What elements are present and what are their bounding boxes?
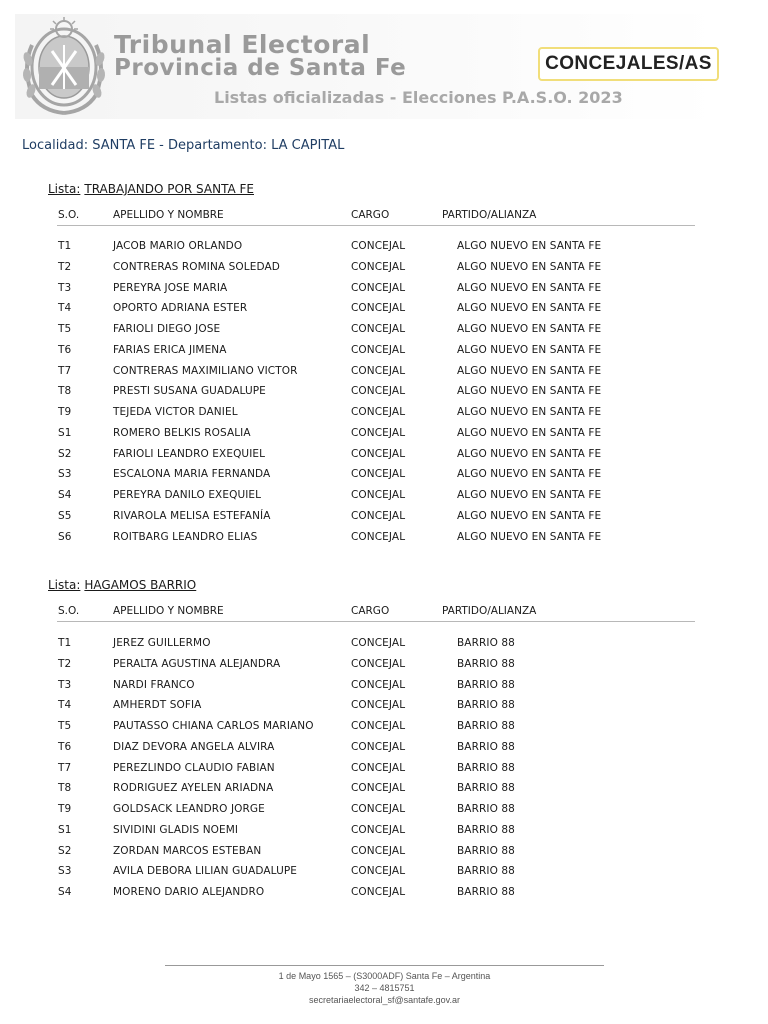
cell-name: FARIOLI DIEGO JOSE — [113, 323, 221, 335]
cell-so: T8 — [58, 385, 72, 398]
column-header-cargo: CARGO — [351, 209, 390, 221]
footer-address: 1 de Mayo 1565 – (S3000ADF) Santa Fe – Argentina — [278, 971, 491, 981]
cell-so: S4 — [58, 489, 72, 501]
cell-cargo: CONCEJAL — [351, 720, 406, 732]
cell-party: ALGO NUEVO EN SANTA FE — [457, 364, 602, 377]
table-row — [57, 779, 695, 800]
cell-party: ALGO NUEVO EN SANTA FE — [457, 302, 602, 315]
table-row — [57, 465, 695, 486]
cell-cargo: CONCEJAL — [351, 678, 406, 691]
cell-party: BARRIO 88 — [457, 637, 515, 649]
cell-name: NARDI FRANCO — [113, 678, 195, 691]
cell-party: BARRIO 88 — [457, 782, 515, 795]
table-row — [57, 299, 695, 320]
cell-cargo: CONCEJAL — [351, 740, 406, 753]
table-row — [57, 759, 695, 780]
provincial-seal-icon — [18, 15, 110, 117]
cell-cargo: CONCEJAL — [351, 302, 406, 315]
cell-party: BARRIO 88 — [457, 844, 515, 857]
cell-name: MORENO DARIO ALEJANDRO — [113, 886, 265, 898]
cell-cargo: CONCEJAL — [351, 761, 406, 774]
table-row — [57, 821, 695, 842]
table-row — [57, 676, 695, 697]
cell-name: PRESTI SUSANA GUADALUPE — [113, 385, 266, 398]
cell-so: T1 — [58, 637, 72, 649]
cell-so: T2 — [58, 657, 72, 670]
cell-cargo: CONCEJAL — [351, 803, 406, 815]
cell-cargo: CONCEJAL — [351, 260, 406, 273]
footer-divider — [165, 965, 604, 966]
cell-so: T1 — [58, 240, 72, 252]
cell-party: ALGO NUEVO EN SANTA FE — [457, 447, 602, 460]
cell-cargo: CONCEJAL — [351, 530, 406, 543]
cell-party: ALGO NUEVO EN SANTA FE — [457, 281, 602, 294]
table-row — [57, 258, 695, 279]
document-subtitle: Listas oficializadas - Elecciones P.A.S.O. 2023 — [214, 88, 623, 107]
cell-so: T5 — [58, 720, 72, 732]
cell-party: ALGO NUEVO EN SANTA FE — [457, 530, 602, 543]
cell-name: AMHERDT SOFIA — [113, 699, 202, 712]
cell-name: CONTRERAS ROMINA SOLEDAD — [113, 260, 280, 273]
cell-so: T6 — [58, 343, 72, 356]
cell-party: ALGO NUEVO EN SANTA FE — [457, 426, 602, 439]
cell-cargo: CONCEJAL — [351, 343, 406, 356]
cell-party: ALGO NUEVO EN SANTA FE — [457, 323, 602, 335]
cell-party: ALGO NUEVO EN SANTA FE — [457, 489, 602, 501]
table-row — [57, 800, 695, 821]
table-row — [57, 341, 695, 362]
cell-cargo: CONCEJAL — [351, 447, 406, 460]
column-header-party: PARTIDO/ALIANZA — [442, 605, 537, 617]
table-row — [57, 382, 695, 403]
cell-party: ALGO NUEVO EN SANTA FE — [457, 260, 602, 273]
cell-so: S4 — [58, 886, 72, 898]
table-row — [57, 237, 695, 258]
cell-cargo: CONCEJAL — [351, 699, 406, 712]
column-header-cargo: CARGO — [351, 605, 390, 617]
table-row — [57, 279, 695, 300]
cell-so: T3 — [58, 678, 72, 691]
table-row — [57, 842, 695, 863]
cell-party: ALGO NUEVO EN SANTA FE — [457, 343, 602, 356]
cell-cargo: CONCEJAL — [351, 657, 406, 670]
locality-heading: Localidad: SANTA FE - Departamento: LA CAPITAL — [22, 138, 345, 153]
cell-name: OPORTO ADRIANA ESTER — [113, 302, 248, 315]
table-row — [57, 445, 695, 466]
cell-cargo: CONCEJAL — [351, 782, 406, 795]
column-header-name: APELLIDO Y NOMBRE — [113, 209, 224, 221]
cell-name: PERALTA AGUSTINA ALEJANDRA — [113, 657, 281, 670]
footer-phone: 342 – 4815751 — [354, 983, 415, 993]
table-row — [57, 403, 695, 424]
cell-so: T6 — [58, 740, 72, 753]
list-label: Lista: — [48, 578, 81, 592]
cell-so: T4 — [58, 699, 72, 712]
cell-so: T8 — [58, 782, 72, 795]
table-header — [57, 605, 695, 622]
cell-party: BARRIO 88 — [457, 657, 515, 670]
cell-name: ZORDAN MARCOS ESTEBAN — [113, 844, 262, 857]
column-header-party: PARTIDO/ALIANZA — [442, 209, 537, 221]
cell-name: ROMERO BELKIS ROSALIA — [113, 426, 251, 439]
table-row — [57, 717, 695, 738]
cell-cargo: CONCEJAL — [351, 468, 406, 481]
table-row — [57, 634, 695, 655]
table-row — [57, 883, 695, 904]
column-header-name: APELLIDO Y NOMBRE — [113, 605, 224, 617]
column-header-so: S.O. — [58, 209, 80, 221]
table-header — [57, 209, 695, 226]
cell-party: BARRIO 88 — [457, 886, 515, 898]
cell-party: ALGO NUEVO EN SANTA FE — [457, 385, 602, 398]
cell-so: T2 — [58, 260, 72, 273]
cell-so: S3 — [58, 865, 72, 878]
cell-cargo: CONCEJAL — [351, 489, 406, 501]
cell-name: ROITBARG LEANDRO ELIAS — [113, 530, 258, 543]
institution-province: Provincia de Santa Fe — [114, 55, 407, 81]
cell-name: RIVAROLA MELISA ESTEFANÍA — [113, 509, 271, 522]
list-title — [48, 578, 196, 592]
table-row — [57, 320, 695, 341]
cell-name: JEREZ GUILLERMO — [113, 637, 211, 649]
table-row — [57, 362, 695, 383]
cell-name: TEJEDA VICTOR DANIEL — [113, 406, 238, 418]
cell-name: GOLDSACK LEANDRO JORGE — [113, 803, 265, 815]
cell-so: T9 — [58, 803, 72, 815]
cell-party: BARRIO 88 — [457, 823, 515, 836]
cell-so: S2 — [58, 447, 72, 460]
cell-cargo: CONCEJAL — [351, 865, 406, 878]
cell-party: BARRIO 88 — [457, 865, 515, 878]
candidate-table — [57, 634, 695, 904]
cell-so: T5 — [58, 323, 72, 335]
cell-party: BARRIO 88 — [457, 761, 515, 774]
table-row — [57, 862, 695, 883]
cell-party: BARRIO 88 — [457, 699, 515, 712]
cell-cargo: CONCEJAL — [351, 823, 406, 836]
table-row — [57, 424, 695, 445]
cell-cargo: CONCEJAL — [351, 637, 406, 649]
cell-party: ALGO NUEVO EN SANTA FE — [457, 468, 602, 481]
cell-so: T7 — [58, 364, 72, 377]
table-row — [57, 507, 695, 528]
list-label: Lista: — [48, 182, 81, 196]
cell-name: JACOB MARIO ORLANDO — [113, 240, 243, 252]
cell-so: S1 — [58, 823, 72, 836]
cell-name: PEREYRA JOSE MARIA — [113, 281, 228, 294]
cell-so: S5 — [58, 509, 72, 522]
cell-cargo: CONCEJAL — [351, 406, 406, 418]
cell-so: S3 — [58, 468, 72, 481]
footer-email: secretariaelectoral_sf@santafe.gov.ar — [308, 995, 461, 1005]
cell-party: BARRIO 88 — [457, 720, 515, 732]
cell-name: DIAZ DEVORA ANGELA ALVIRA — [113, 740, 275, 753]
cell-party: ALGO NUEVO EN SANTA FE — [457, 509, 602, 522]
cell-name: AVILA DEBORA LILIAN GUADALUPE — [113, 865, 298, 878]
list-title — [48, 182, 254, 196]
cell-cargo: CONCEJAL — [351, 886, 406, 898]
category-badge: CONCEJALES/AS — [538, 47, 719, 81]
cell-party: ALGO NUEVO EN SANTA FE — [457, 406, 602, 418]
cell-party: BARRIO 88 — [457, 678, 515, 691]
cell-name: RODRIGUEZ AYELEN ARIADNA — [113, 782, 274, 795]
cell-party: BARRIO 88 — [457, 740, 515, 753]
table-row — [57, 486, 695, 507]
cell-so: S6 — [58, 530, 72, 543]
cell-cargo: CONCEJAL — [351, 509, 406, 522]
cell-so: T4 — [58, 302, 72, 315]
column-header-so: S.O. — [58, 605, 80, 617]
cell-party: ALGO NUEVO EN SANTA FE — [457, 240, 602, 252]
cell-name: PAUTASSO CHIANA CARLOS MARIANO — [113, 720, 314, 732]
cell-cargo: CONCEJAL — [351, 426, 406, 439]
cell-name: ESCALONA MARIA FERNANDA — [113, 468, 271, 481]
table-row — [57, 528, 695, 549]
cell-so: S2 — [58, 844, 72, 857]
cell-cargo: CONCEJAL — [351, 323, 406, 335]
cell-so: T9 — [58, 406, 72, 418]
cell-cargo: CONCEJAL — [351, 240, 406, 252]
cell-name: SIVIDINI GLADIS NOEMI — [113, 823, 239, 836]
institution-name: Tribunal Electoral — [114, 30, 371, 59]
table-row — [57, 655, 695, 676]
cell-name: PEREZLINDO CLAUDIO FABIAN — [113, 761, 275, 774]
cell-name: FARIAS ERICA JIMENA — [113, 343, 227, 356]
cell-cargo: CONCEJAL — [351, 844, 406, 857]
table-row — [57, 738, 695, 759]
cell-so: T3 — [58, 281, 72, 294]
cell-name: CONTRERAS MAXIMILIANO VICTOR — [113, 364, 298, 377]
cell-party: BARRIO 88 — [457, 803, 515, 815]
table-row — [57, 696, 695, 717]
cell-so: S1 — [58, 426, 72, 439]
document-header — [0, 0, 768, 125]
cell-cargo: CONCEJAL — [351, 364, 406, 377]
list-name: HAGAMOS BARRIO — [84, 578, 197, 592]
cell-name: FARIOLI LEANDRO EXEQUIEL — [113, 447, 266, 460]
candidate-table — [57, 237, 695, 548]
cell-name: PEREYRA DANILO EXEQUIEL — [113, 489, 262, 501]
cell-so: T7 — [58, 761, 72, 774]
cell-cargo: CONCEJAL — [351, 281, 406, 294]
list-name: TRABAJANDO POR SANTA FE — [84, 182, 254, 196]
cell-cargo: CONCEJAL — [351, 385, 406, 398]
